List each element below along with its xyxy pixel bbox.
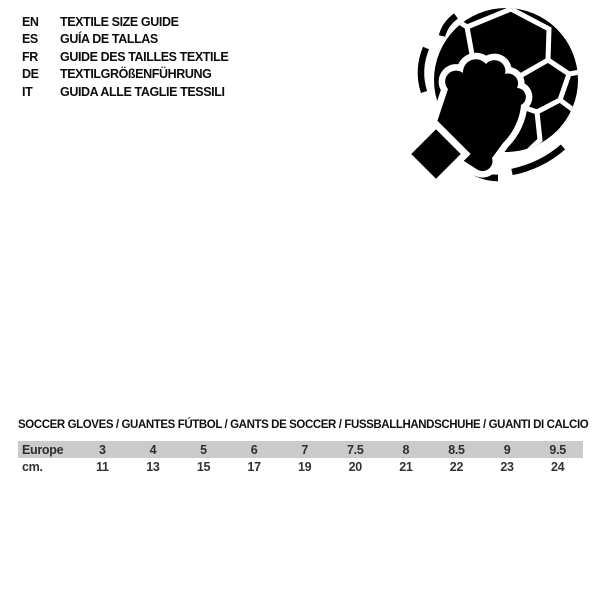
size-chart-table [18,441,583,475]
size-chart-section [18,419,589,475]
size-value: 8 [381,441,432,458]
language-row-es [22,31,228,48]
size-value: 7 [279,441,330,458]
size-value: 3 [77,441,128,458]
size-value: 7.5 [330,441,381,458]
size-value: 4 [128,441,179,458]
size-value: 19 [298,459,312,474]
language-row-it [22,84,228,101]
language-label: TEXTILGRÖßENFÜHRUNG [60,67,212,82]
size-value: 20 [348,459,362,474]
row-label-cm: cm. [22,459,43,474]
goalkeeper-glove-soccer-ball-icon [400,0,600,200]
size-value: 22 [449,459,464,474]
row-label-europe: Europe [18,441,77,458]
size-value: 8.5 [431,441,482,458]
language-label: GUIDA ALLE TAGLIE TESSILI [60,84,225,99]
language-row-de [22,66,228,83]
language-row-en [22,14,228,31]
language-code: FR [22,49,38,64]
size-value: 13 [146,459,160,474]
language-label: GUIDE DES TAILLES TEXTILE [60,49,229,64]
size-row-europe [18,441,583,458]
size-value: 23 [500,459,514,474]
size-value: 24 [551,459,565,474]
size-value: 15 [196,459,211,474]
language-code: EN [22,15,39,29]
size-value: 17 [247,459,261,474]
language-label: GUÍA DE TALLAS [60,32,158,47]
language-label: TEXTILE SIZE GUIDE [60,15,179,29]
language-code: IT [22,84,33,99]
language-row-fr [22,49,228,66]
size-value: 21 [399,459,413,474]
size-value: 5 [178,441,229,458]
size-value: 6 [229,441,280,458]
size-chart-title: SOCCER GLOVES / GUANTES FÚTBOL / GANTS DE SOCCER / FUSSBALLHANDSCHUHE / GUANTI DI CALCIO [18,419,589,431]
size-value: 11 [95,459,109,474]
language-list [22,14,228,101]
size-value: 9 [482,441,533,458]
language-code: ES [22,32,38,47]
size-row-cm [18,458,583,475]
language-code: DE [22,67,39,82]
size-value: 9.5 [532,441,583,458]
